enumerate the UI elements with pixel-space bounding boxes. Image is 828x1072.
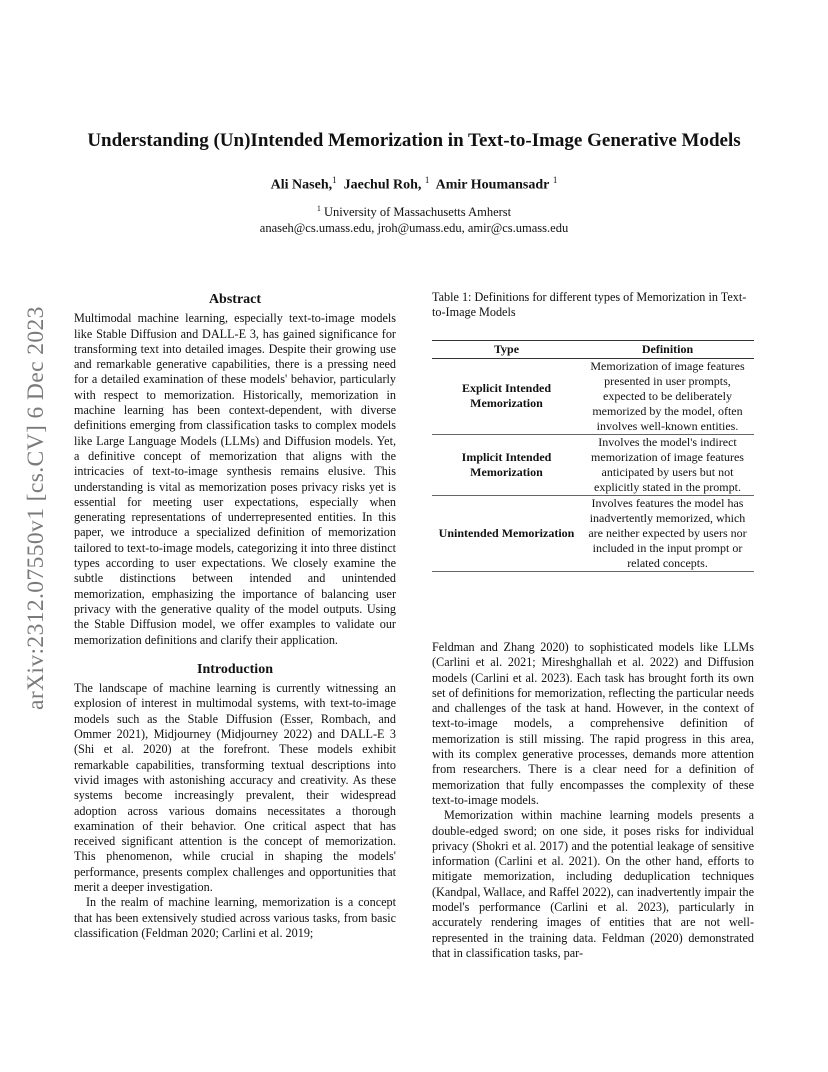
table-row [432, 495, 754, 571]
row-definition: Involves the model's indirect memorization of image features anticipated by users but not explicitly stated in the prompt. [581, 434, 754, 495]
table-header-type: Type [432, 340, 581, 358]
introduction-heading: Introduction [197, 661, 273, 677]
row-type: Unintended Memorization [432, 495, 581, 571]
left-column [74, 292, 396, 941]
row-type: Explicit Intended Memorization [432, 358, 581, 434]
author-name: Ali Naseh, [270, 177, 333, 193]
body-paragraph: Memorization within machine learning models presents a double-edged sword; on one side, it poses risks for individual privacy (Shokri et al. 2017) and the potential leakage of sensitive information (Carlini et al. 2021). On the other hand, efforts to mitigate memorization, including deduplication techniques (Kandpal, Wallace, and Raffel 2022), can inadvertently impair the model's performance (Carlini et al. 2023), particularly in accurately rendering images of entities that are not well-represented in the training data. Feldman (2020) demonstrated that in classification tasks, par- [432, 808, 754, 960]
author-affil-mark: 1 [332, 175, 337, 185]
memorization-definitions-table [432, 340, 754, 572]
body-paragraph: Feldman and Zhang 2020) to sophisticated models like LLMs (Carlini et al. 2021; Mireshghallah et al. 2022) and Diffusion models (Carlini et al. 2023). Each task has brought forth its own set of definitions for memorization, reflecting the particular needs and challenges of the task at hand. However, in the context of text-to-image models, a comprehensive definition of memorization is still missing. The rapid progress in this area, with its complex generative processes, demands more attention from researchers. There is a clear need for a definition of memorization that fully encompasses the complexity of these text-to-image models. [432, 640, 754, 807]
arxiv-identifier: arXiv:2312.07550v1 [cs.CV] 6 Dec 2023 [23, 306, 49, 710]
intro-paragraph: The landscape of machine learning is currently witnessing an explosion of interest in multimodal systems, with text-to-image models such as the Stable Diffusion (Esser, Rombach, and Ommer 2021), Midjourney (Midjourney 2022) and DALL-E 3 (Shi et al. 2020) at the forefront. These models exhibit remarkable capabilities, transforming textual descriptions into vivid images with astonishing accuracy and creativity. As these systems become increasingly prevalent, their widespread adoption across various domains necessitates a thorough examination of their behavior. One critical aspect that has received significant attention is the concept of memorization. This phenomenon, while crucial in shaping the models' performance, presents complex challenges and opportunities that merit a deeper investigation. [74, 681, 396, 894]
table-header-row [432, 340, 754, 358]
row-definition: Memorization of image features presented in user prompts, expected to be deliberately memorized by the model, often involves well-known entities. [581, 358, 754, 434]
affiliation-block [60, 201, 768, 236]
arxiv-side-stamp [20, 290, 49, 710]
affiliation-mark: 1 [316, 204, 321, 213]
table-row [432, 358, 754, 434]
abstract-heading: Abstract [208, 292, 262, 307]
table-header-definition: Definition [581, 340, 754, 358]
author-name: Amir Houmansadr [435, 177, 550, 193]
intro-paragraph: In the realm of machine learning, memorization is a concept that has been extensively studied across various tasks, from basic classification (Feldman 2020; Carlini et al. 2019; [74, 895, 396, 940]
right-column-text [432, 640, 754, 961]
author-affil-mark: 1 [424, 175, 430, 185]
author-affil-mark: 1 [552, 175, 558, 185]
row-definition: Involves features the model has inadvertently memorized, which are neither expected by users nor included in the input prompt or related concepts. [581, 495, 754, 571]
affiliation [60, 201, 768, 220]
right-column-table-area [432, 290, 754, 572]
author-list [60, 175, 768, 194]
affiliation-name: University of Massachusetts Amherst [323, 205, 512, 220]
paper-title: Understanding (Un)Intended Memorization in Text-to-Image Generative Models [87, 130, 741, 151]
table-row [432, 434, 754, 495]
abstract-text: Multimodal machine learning, especially text-to-image models like Stable Diffusion and DALL-E 3, has gained significance for transforming text into detailed images. Despite their growing use and remarkable generative capabilities, there is a pressing need for a detailed examination of these models' behavior, particularly with respect to memorization. Historically, memorization in machine learning has been context-dependent, with diverse definitions emerging from classification tasks to complex models like Large Language Models (LLMs) and Diffusion models. Yet, a definitive concept of memorization that aligns with the intricacies of text-to-image synthesis remains elusive. This understanding is vital as memorization poses privacy risks yet is essential for meeting user expectations, especially when generating representations of underrepresented entities. In this paper, we introduce a specialized definition of memorization tailored to text-to-image models, categorizing it into three distinct types according to user expectations. We closely examine the subtle distinctions between intended and unintended memorization, emphasizing the importance of balancing user privacy with the generative quality of the model outputs. Using the Stable Diffusion model, we offer examples to validate our memorization definitions and clarify their application. [74, 311, 396, 647]
row-type: Implicit Intended Memorization [432, 434, 581, 495]
table-caption: Table 1: Definitions for different types of Memorization in Text-to-Image Models [432, 290, 747, 320]
author-name: Jaechul Roh, [343, 177, 422, 193]
author-emails: anaseh@cs.umass.edu, jroh@umass.edu, amir@cs.umass.edu [259, 221, 569, 236]
